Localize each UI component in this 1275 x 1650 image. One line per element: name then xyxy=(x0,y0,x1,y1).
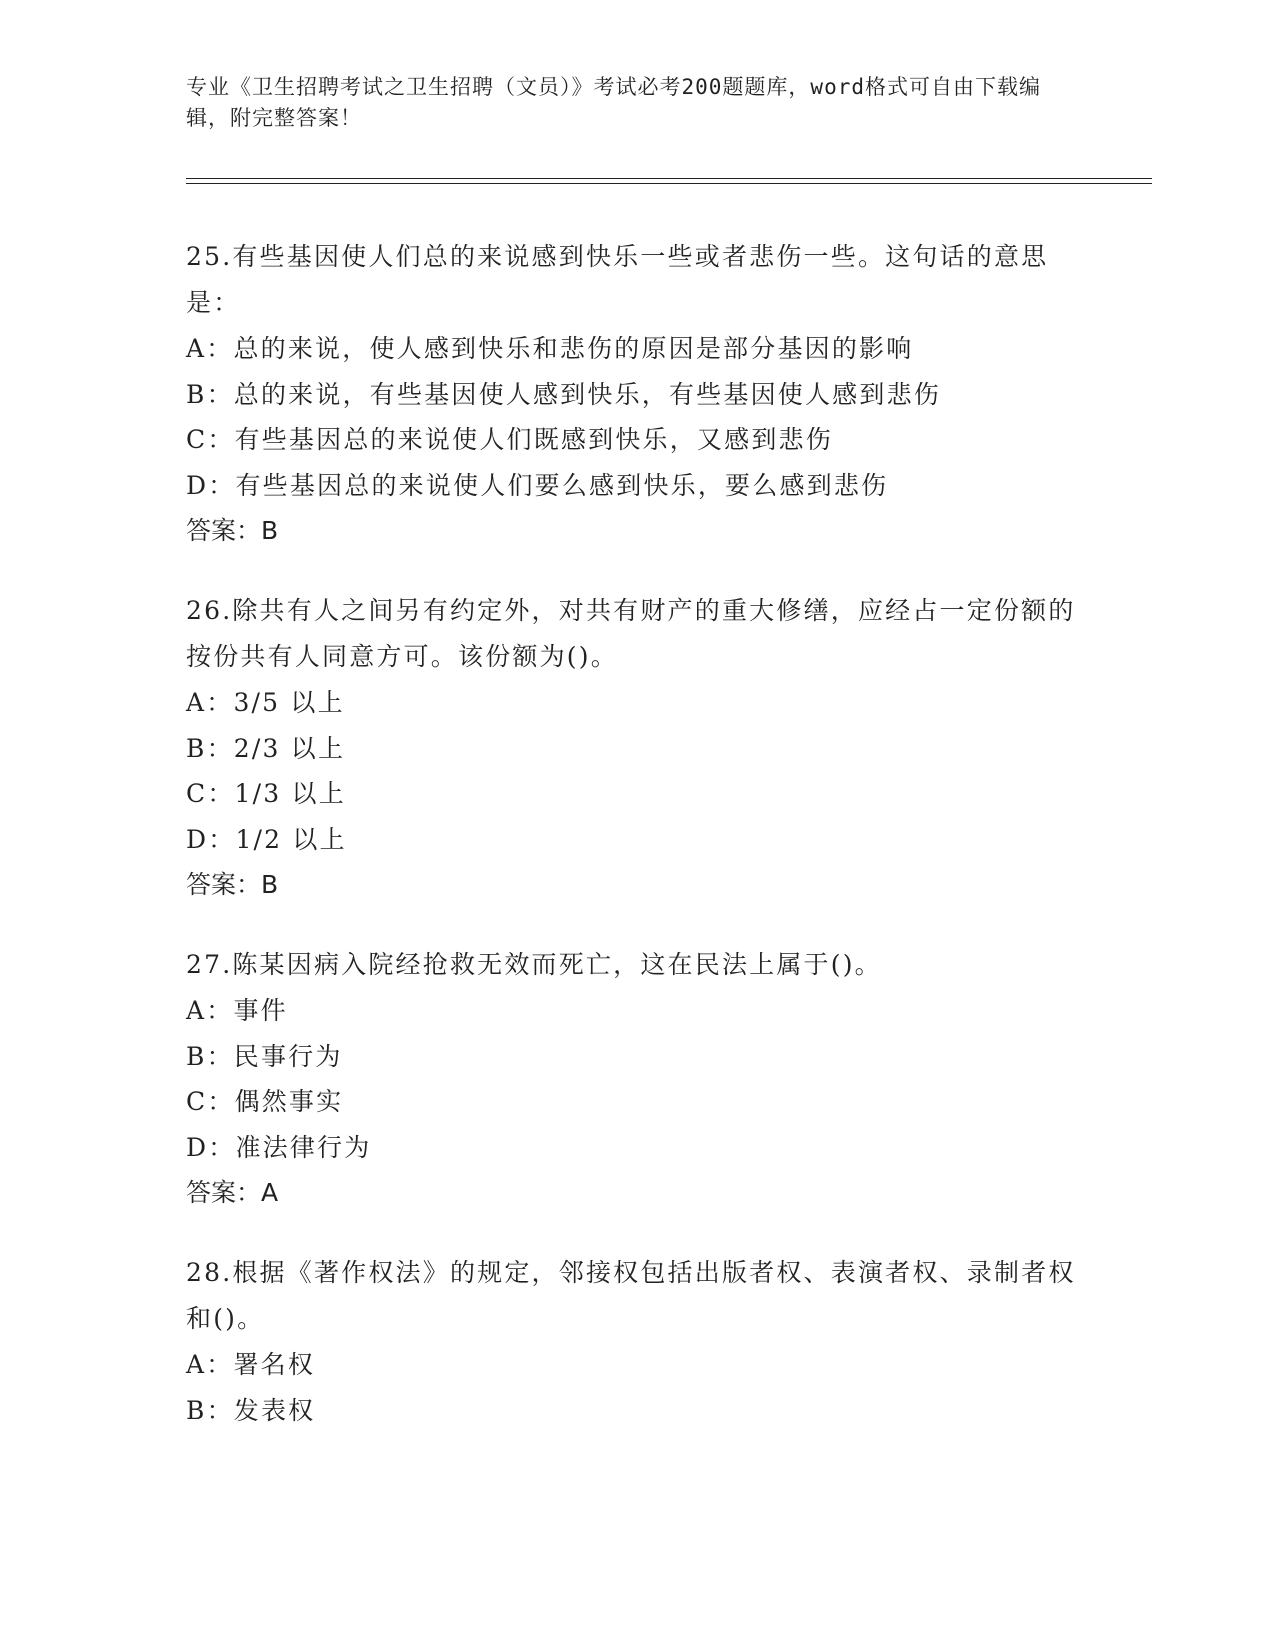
answer-label: 答案：A xyxy=(186,1178,279,1207)
header-divider-bottom xyxy=(186,183,1152,184)
option-a: A：事件 xyxy=(186,996,288,1025)
question-text: 28.根据《著作权法》的规定，邻接权包括出版者权、表演者权、录制者权和()。 xyxy=(186,1258,1076,1333)
document-header-intro: 专业《卫生招聘考试之卫生招聘（文员）》考试必考200题题库，word格式可自由下载编辑，附完整答案！ xyxy=(186,75,1041,130)
option-b: B：总的来说，有些基因使人感到快乐，有些基因使人感到悲伤 xyxy=(186,379,941,409)
answer-label: 答案：B xyxy=(186,516,279,545)
question-26 xyxy=(186,588,1086,908)
option-b: B：民事行为 xyxy=(186,1041,343,1071)
header-divider-top xyxy=(186,178,1152,179)
question-25 xyxy=(186,234,1086,554)
option-a: A：3/5 以上 xyxy=(186,688,345,717)
question-28 xyxy=(186,1250,1086,1433)
option-a: A：总的来说，使人感到快乐和悲伤的原因是部分基因的影响 xyxy=(186,334,914,363)
answer-label: 答案：B xyxy=(186,870,279,899)
option-b: B：2/3 以上 xyxy=(186,733,346,763)
option-b: B：发表权 xyxy=(186,1395,316,1425)
option-c: C：1/3 以上 xyxy=(186,779,346,808)
option-a: A：署名权 xyxy=(186,1350,316,1379)
option-c: C：有些基因总的来说使人们既感到快乐，又感到悲伤 xyxy=(186,425,833,454)
option-d: D：1/2 以上 xyxy=(186,824,347,854)
question-text: 27.陈某因病入院经抢救无效而死亡，这在民法上属于()。 xyxy=(186,950,882,979)
question-list xyxy=(186,234,1086,1467)
question-text: 25.有些基因使人们总的来说感到快乐一些或者悲伤一些。这句话的意思是： xyxy=(186,242,1049,317)
option-d: D：有些基因总的来说使人们要么感到快乐，要么感到悲伤 xyxy=(186,470,889,500)
option-d: D：准法律行为 xyxy=(186,1132,372,1162)
question-27 xyxy=(186,942,1086,1216)
option-c: C：偶然事实 xyxy=(186,1087,344,1116)
question-text: 26.除共有人之间另有约定外，对共有财产的重大修缮，应经占一定份额的按份共有人同意方可。该份额为()。 xyxy=(186,596,1076,671)
